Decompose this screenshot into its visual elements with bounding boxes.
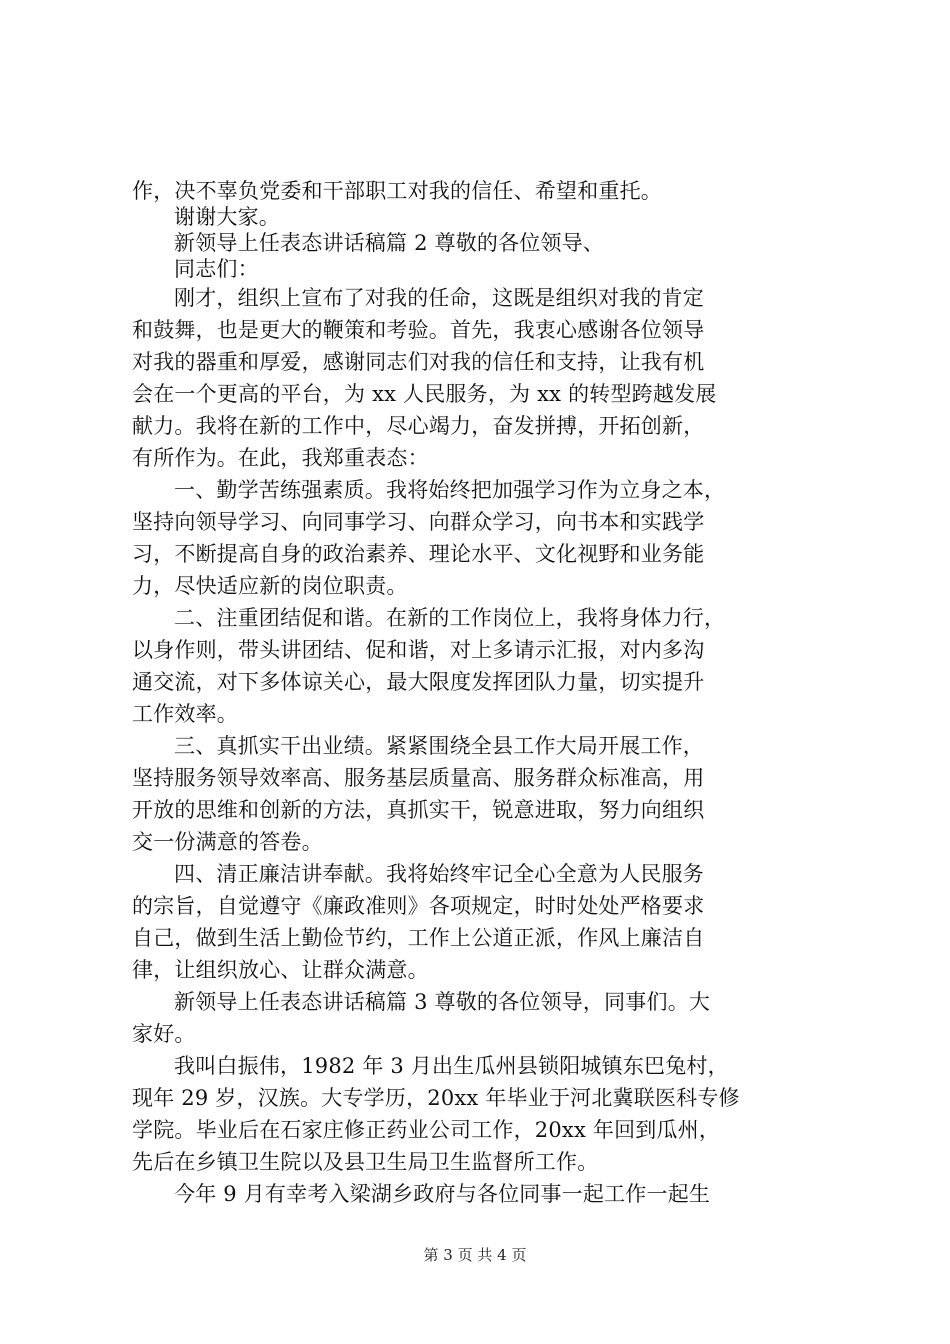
text-line: 学院。毕业后在石家庄修正药业公司工作，20xx 年回到瓜州， xyxy=(132,1118,721,1142)
text-line: 习，不断提高自身的政治素养、理论水平、文化视野和业务能 xyxy=(132,542,705,566)
text-line: 律，让组织放心、让群众满意。 xyxy=(132,958,429,982)
text-line: 新领导上任表态讲话稿篇 2 尊敬的各位领导、 xyxy=(174,231,605,255)
text-line: 新领导上任表态讲话稿篇 3 尊敬的各位领导，同事们。大 xyxy=(174,990,711,1014)
text-line: 开放的思维和创新的方法，真抓实干，锐意进取，努力向组织 xyxy=(132,798,705,822)
text-line: 会在一个更高的平台，为 xx 人民服务，为 xx 的转型跨越发展 xyxy=(132,382,717,406)
text-line: 坚持服务领导效率高、服务基层质量高、服务群众标准高，用 xyxy=(132,766,705,790)
text-line: 以身作则，带头讲团结、促和谐，对上多请示汇报，对内多沟 xyxy=(132,638,705,662)
page-footer: 第 3 页 共 4 页 xyxy=(423,1246,527,1264)
text-line: 二、注重团结促和谐。在新的工作岗位上，我将身体力行， xyxy=(174,606,726,630)
text-line: 通交流，对下多体谅关心，最大限度发挥团队力量，切实提升 xyxy=(132,670,705,694)
text-line: 对我的器重和厚爱，感谢同志们对我的信任和支持，让我有机 xyxy=(132,350,705,374)
text-line: 三、真抓实干出业绩。紧紧围绕全县工作大局开展工作， xyxy=(174,734,704,758)
text-line: 先后在乡镇卫生院以及县卫生局卫生监督所工作。 xyxy=(132,1150,599,1174)
text-line: 有所作为。在此，我郑重表态： xyxy=(132,446,429,470)
text-line: 家好。 xyxy=(132,1022,196,1046)
text-line: 刚才，组织上宣布了对我的任命，这既是组织对我的肯定 xyxy=(174,286,704,310)
text-line: 四、清正廉洁讲奉献。我将始终牢记全心全意为人民服务 xyxy=(174,862,704,886)
text-line: 谢谢大家。 xyxy=(174,205,280,229)
text-line: 一、勤学苦练强素质。我将始终把加强学习作为立身之本， xyxy=(174,478,726,502)
text-line: 力，尽快适应新的岗位职责。 xyxy=(132,574,408,598)
document-body xyxy=(132,178,832,1210)
text-line: 自己，做到生活上勤俭节约，工作上公道正派，作风上廉洁自 xyxy=(132,926,705,950)
text-line: 献力。我将在新的工作中，尽心竭力，奋发拼搏，开拓创新， xyxy=(132,414,705,438)
text-line: 今年 9 月有幸考入梁湖乡政府与各位同事一起工作一起生 xyxy=(174,1182,711,1206)
text-line: 作，决不辜负党委和干部职工对我的信任、希望和重托。 xyxy=(132,179,662,203)
text-line: 和鼓舞，也是更大的鞭策和考验。首先，我衷心感谢各位领导 xyxy=(132,318,705,342)
text-line: 的宗旨，自觉遵守《廉政准则》各项规定，时时处处严格要求 xyxy=(132,894,705,918)
text-line: 交一份满意的答卷。 xyxy=(132,830,323,854)
text-line: 坚持向领导学习、向同事学习、向群众学习，向书本和实践学 xyxy=(132,510,705,534)
text-line: 同志们： xyxy=(174,257,259,281)
text-line: 现年 29 岁，汉族。大专学历，20xx 年毕业于河北冀联医科专修 xyxy=(132,1086,740,1110)
text-line: 我叫白振伟，1982 年 3 月出生瓜州县锁阳城镇东巴兔村， xyxy=(174,1054,729,1078)
text-line: 工作效率。 xyxy=(132,702,238,726)
